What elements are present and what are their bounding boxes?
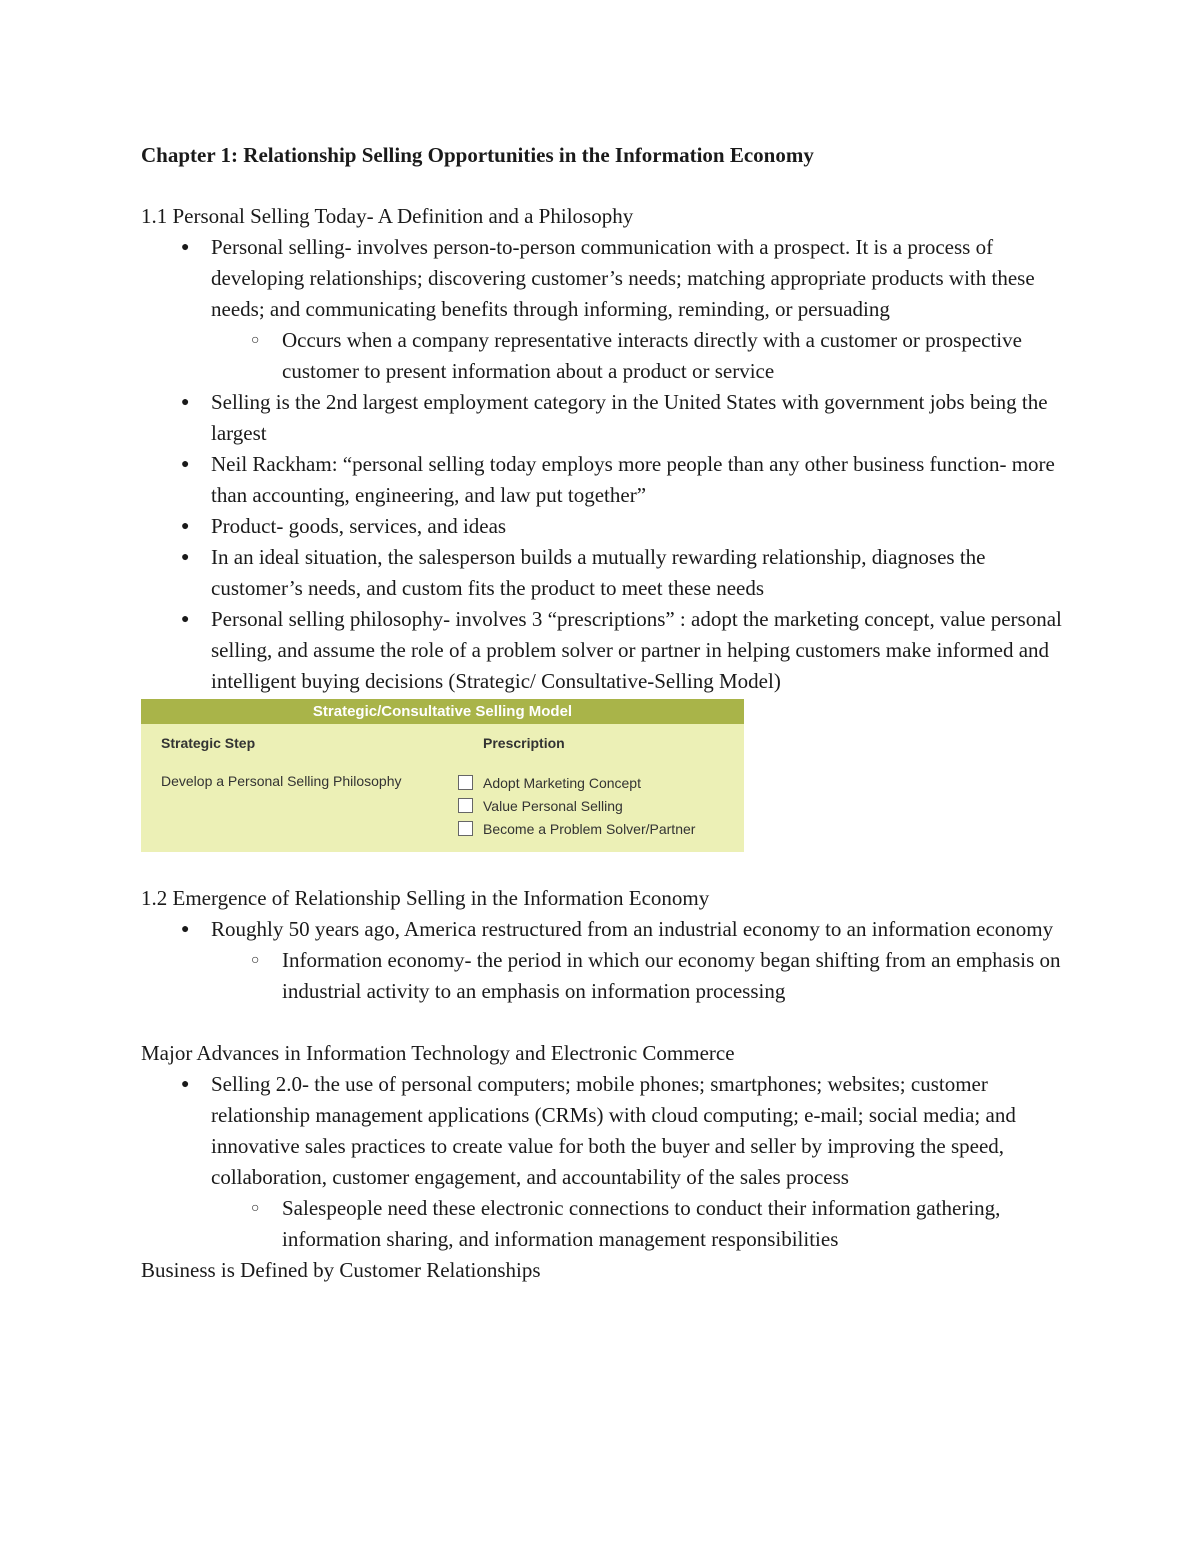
section-heading-major-advances: Major Advances in Information Technology and Electronic Commerce — [141, 1041, 735, 1065]
list-item-text: In an ideal situation, the salesperson builds a mutually rewarding relationship, diagnoses the customer’s needs, and custom fits the product to meet these needs — [211, 545, 986, 600]
list-item-text: Product- goods, services, and ideas — [211, 514, 507, 538]
prescription-label: Adopt Marketing Concept — [483, 774, 641, 791]
figure-col-prescription: Prescription — [483, 735, 565, 751]
document-page — [141, 140, 1071, 1286]
list-item — [141, 914, 1071, 945]
figure-col-strategic-step: Strategic Step — [161, 735, 256, 751]
list-item — [141, 542, 1071, 604]
list-item — [141, 449, 1071, 511]
sub-list-item — [141, 945, 1071, 1007]
bullet-icon: ● — [181, 1077, 190, 1092]
prescription-row — [458, 817, 695, 840]
bullet-icon: ● — [181, 240, 190, 255]
list-item-text: Roughly 50 years ago, America restructured from an industrial economy to an information economy — [211, 917, 1054, 941]
figure-strategic-step: Develop a Personal Selling Philosophy — [161, 773, 402, 789]
prescription-row — [458, 771, 695, 794]
sub-list-item-text: Information economy- the period in which our economy began shifting from an emphasis on industrial activity to an emphasis on information processing — [282, 948, 1061, 1003]
figure-prescription-list — [458, 771, 695, 840]
bullet-icon: ● — [181, 457, 190, 472]
list-item — [141, 604, 1071, 697]
selling-model-figure — [141, 699, 744, 852]
checkbox-icon — [458, 798, 473, 813]
sub-list-item — [141, 1193, 1071, 1255]
list-item-text: Selling 2.0- the use of personal computers; mobile phones; smartphones; websites; customer relationship management applications (CRMs) with cloud computing; e-mail; social media; and innovative sales practices to create value for both the buyer and seller by improving the speed, collaboration, customer engagement, and accountability of the sales process — [211, 1072, 1016, 1189]
list-item-text: Personal selling philosophy- involves 3 “prescriptions” : adopt the marketing concept, value personal selling, and assume the role of a problem solver or partner in helping customers make informed and intelligent buying decisions (Strategic/ Consultative-Selling Model) — [211, 607, 1062, 693]
hollow-bullet-icon: ○ — [251, 953, 260, 968]
list-item — [141, 232, 1071, 325]
bullet-icon: ● — [181, 395, 190, 410]
checkbox-icon — [458, 821, 473, 836]
prescription-label: Become a Problem Solver/Partner — [483, 820, 696, 837]
hollow-bullet-icon: ○ — [251, 1201, 260, 1216]
sub-list-item — [141, 325, 1071, 387]
section-heading-1-1: 1.1 Personal Selling Today- A Definition and a Philosophy — [141, 204, 634, 228]
bullet-icon: ● — [181, 519, 190, 534]
list-item — [141, 511, 1071, 542]
list-item — [141, 1069, 1071, 1193]
major-advances-list — [141, 1069, 1071, 1255]
sub-list-item-text: Salespeople need these electronic connections to conduct their information gathering, information sharing, and information management responsibilities — [282, 1196, 1001, 1251]
bullet-icon: ● — [181, 612, 190, 627]
section-heading-business-defined: Business is Defined by Customer Relationships — [141, 1258, 541, 1282]
section-1-1-list — [141, 232, 1071, 697]
prescription-label: Value Personal Selling — [483, 797, 623, 814]
spacer — [141, 1007, 1071, 1038]
figure-header: Strategic/Consultative Selling Model — [141, 699, 744, 724]
bullet-icon: ● — [181, 922, 190, 937]
bullet-icon: ● — [181, 550, 190, 565]
list-item-text: Selling is the 2nd largest employment category in the United States with government jobs being the largest — [211, 390, 1048, 445]
prescription-row — [458, 794, 695, 817]
list-item — [141, 387, 1071, 449]
list-item-text: Neil Rackham: “personal selling today employs more people than any other business function- more than accounting, engineering, and law put together” — [211, 452, 1055, 507]
sub-list-item-text: Occurs when a company representative interacts directly with a customer or prospective customer to present information about a product or service — [282, 328, 1022, 383]
hollow-bullet-icon: ○ — [251, 333, 260, 348]
chapter-title: Chapter 1: Relationship Selling Opportunities in the Information Economy — [141, 143, 814, 167]
list-item-text: Personal selling- involves person-to-person communication with a prospect. It is a process of developing relationships; discovering customer’s needs; matching appropriate products with these needs; and communicating benefits through informing, reminding, or persuading — [211, 235, 1035, 321]
checkbox-icon — [458, 775, 473, 790]
section-heading-1-2: 1.2 Emergence of Relationship Selling in the Information Economy — [141, 886, 710, 910]
section-1-2-list — [141, 914, 1071, 1007]
